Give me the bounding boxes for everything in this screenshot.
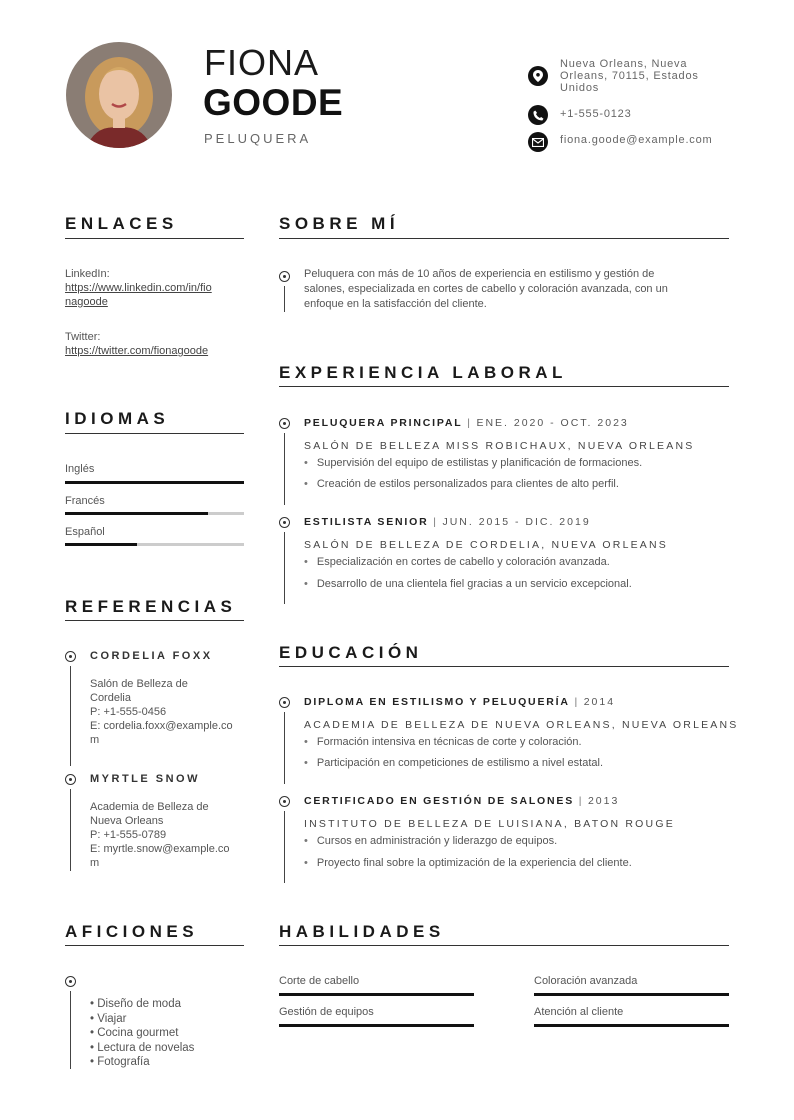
school-name: ACADEMIA DE BELLEZA DE NUEVA ORLEANS, NUEVA ORLEANS bbox=[304, 719, 739, 731]
reference-name: CORDELIA FOXX bbox=[90, 650, 213, 662]
list-item: • Cursos en administración y liderazgo de equipos. bbox=[304, 835, 557, 847]
timeline-dot-icon bbox=[65, 774, 76, 785]
language-level-bar bbox=[65, 543, 244, 546]
list-item: • Especialización en cortes de cabello y coloración avanzada. bbox=[304, 556, 610, 568]
language-name: Francés bbox=[65, 495, 105, 507]
timeline-dot-icon bbox=[279, 271, 290, 282]
twitter-link[interactable]: https://twitter.com/fionagoode bbox=[65, 345, 209, 357]
list-item: • Cocina gourmet bbox=[90, 1026, 194, 1041]
list-item: • Viajar bbox=[90, 1012, 194, 1027]
linkedin-label: LinkedIn: bbox=[65, 268, 110, 280]
list-item: • Desarrollo de una clientela fiel gracias a un servicio excepcional. bbox=[304, 578, 632, 590]
timeline-line bbox=[284, 532, 285, 604]
degree-title: CERTIFICADO EN GESTIÓN DE SALONES bbox=[304, 795, 574, 807]
language-name: Inglés bbox=[65, 463, 95, 475]
last-name: GOODE bbox=[203, 82, 344, 123]
list-item: • Supervisión del equipo de estilistas y planificación de formaciones. bbox=[304, 457, 642, 469]
job-title: ESTILISTA SENIOR bbox=[304, 516, 429, 528]
hobby-list bbox=[90, 997, 194, 1070]
list-item: • Proyecto final sobre la optimización de la experiencia del cliente. bbox=[304, 857, 632, 869]
language-level-fill bbox=[65, 512, 208, 515]
list-item: • Participación en competiciones de estilismo a nivel estatal. bbox=[304, 757, 603, 769]
timeline-dot-icon bbox=[279, 418, 290, 429]
skill-bar bbox=[534, 993, 729, 996]
timeline-line bbox=[70, 991, 71, 1069]
skill-bar bbox=[534, 1024, 729, 1027]
timeline-dot-icon bbox=[65, 651, 76, 662]
about-text: Peluquera con más de 10 años de experiencia en estilismo y gestión de salones, especializada en cortes de cabello y coloración avanzada, con un enfoque en la satisfacción del cliente. bbox=[304, 268, 668, 310]
school-name: INSTITUTO DE BELLEZA DE LUISIANA, BATON ROUGE bbox=[304, 818, 675, 830]
twitter-label: Twitter: bbox=[65, 331, 101, 343]
job-header: PELUQUERA PRINCIPAL | ENE. 2020 - OCT. 2023 bbox=[304, 417, 629, 429]
section-title-skills: HABILIDADES bbox=[279, 922, 445, 941]
language-level-bar bbox=[65, 512, 244, 515]
section-title-education: EDUCACIÓN bbox=[279, 643, 423, 662]
job-header: ESTILISTA SENIOR | JUN. 2015 - DIC. 2019 bbox=[304, 516, 591, 528]
timeline-dot-icon bbox=[279, 697, 290, 708]
language-name: Español bbox=[65, 526, 105, 538]
reference-name: MYRTLE SNOW bbox=[90, 773, 200, 785]
timeline-line bbox=[284, 712, 285, 784]
section-rule bbox=[279, 386, 729, 387]
timeline-line bbox=[284, 286, 285, 312]
reference-details: Academia de Belleza de Nueva Orleans P: +1-555-0789 E: myrtle.snow@example.co m bbox=[90, 801, 230, 869]
list-item: • Fotografía bbox=[90, 1055, 194, 1070]
section-title-references: REFERENCIAS bbox=[65, 597, 237, 616]
linkedin-link[interactable]: https://www.linkedin.com/in/fio nagoode bbox=[65, 282, 212, 308]
timeline-line bbox=[70, 789, 71, 871]
language-level-fill bbox=[65, 543, 137, 546]
skill-name: Atención al cliente bbox=[534, 1006, 624, 1018]
section-title-hobbies: AFICIONES bbox=[65, 922, 199, 941]
degree-title: DIPLOMA EN ESTILISMO Y PELUQUERÍA bbox=[304, 696, 570, 708]
language-level-fill bbox=[65, 481, 244, 484]
job-organization: SALÓN DE BELLEZA MISS ROBICHAUX, NUEVA ORLEANS bbox=[304, 440, 695, 452]
education-header: CERTIFICADO EN GESTIÓN DE SALONES | 2013 bbox=[304, 795, 620, 807]
skill-name: Gestión de equipos bbox=[279, 1006, 374, 1018]
timeline-dot-icon bbox=[65, 976, 76, 987]
envelope-icon bbox=[528, 132, 548, 152]
job-dates: ENE. 2020 - OCT. 2023 bbox=[476, 417, 629, 429]
section-rule bbox=[279, 666, 729, 667]
job-organization: SALÓN DE BELLEZA DE CORDELIA, NUEVA ORLEANS bbox=[304, 539, 668, 551]
section-rule bbox=[65, 238, 244, 239]
section-title-links: ENLACES bbox=[65, 214, 178, 233]
timeline-line bbox=[284, 433, 285, 505]
skill-bar bbox=[279, 993, 474, 996]
timeline-line bbox=[284, 811, 285, 883]
degree-dates: 2014 bbox=[583, 696, 616, 708]
first-name: FIONA bbox=[204, 42, 320, 83]
section-title-experience: EXPERIENCIA LABORAL bbox=[279, 363, 567, 382]
email-text: fiona.goode@example.com bbox=[560, 134, 713, 146]
skill-name: Coloración avanzada bbox=[534, 975, 638, 987]
job-title: PELUQUERA PRINCIPAL bbox=[304, 417, 463, 429]
job-title: PELUQUERA bbox=[204, 131, 312, 146]
list-item: • Creación de estilos personalizados para clientes de alto perfil. bbox=[304, 478, 619, 490]
section-rule bbox=[279, 945, 729, 946]
section-rule bbox=[65, 433, 244, 434]
section-rule bbox=[65, 620, 244, 621]
skill-bar bbox=[279, 1024, 474, 1027]
phone-icon bbox=[528, 105, 548, 125]
language-level-bar bbox=[65, 481, 244, 484]
profile-photo bbox=[66, 42, 172, 148]
phone-text: +1-555-0123 bbox=[560, 108, 632, 120]
education-header: DIPLOMA EN ESTILISMO Y PELUQUERÍA | 2014 bbox=[304, 696, 616, 708]
reference-details: Salón de Belleza de Cordelia P: +1-555-0456 E: cordelia.foxx@example.co m bbox=[90, 678, 233, 746]
location-pin-icon bbox=[528, 66, 548, 86]
timeline-dot-icon bbox=[279, 796, 290, 807]
list-item: • Formación intensiva en técnicas de corte y coloración. bbox=[304, 736, 582, 748]
timeline-dot-icon bbox=[279, 517, 290, 528]
list-item: • Lectura de novelas bbox=[90, 1041, 194, 1056]
section-rule bbox=[65, 945, 244, 946]
degree-dates: 2013 bbox=[587, 795, 620, 807]
address: Nueva Orleans, Nueva Orleans, 70115, Estados Unidos bbox=[560, 58, 699, 94]
section-rule bbox=[279, 238, 729, 239]
job-dates: JUN. 2015 - DIC. 2019 bbox=[442, 516, 591, 528]
timeline-line bbox=[70, 666, 71, 766]
skill-name: Corte de cabello bbox=[279, 975, 360, 987]
section-title-languages: IDIOMAS bbox=[65, 409, 170, 428]
section-title-about: SOBRE MÍ bbox=[279, 214, 400, 233]
list-item: • Diseño de moda bbox=[90, 997, 194, 1012]
